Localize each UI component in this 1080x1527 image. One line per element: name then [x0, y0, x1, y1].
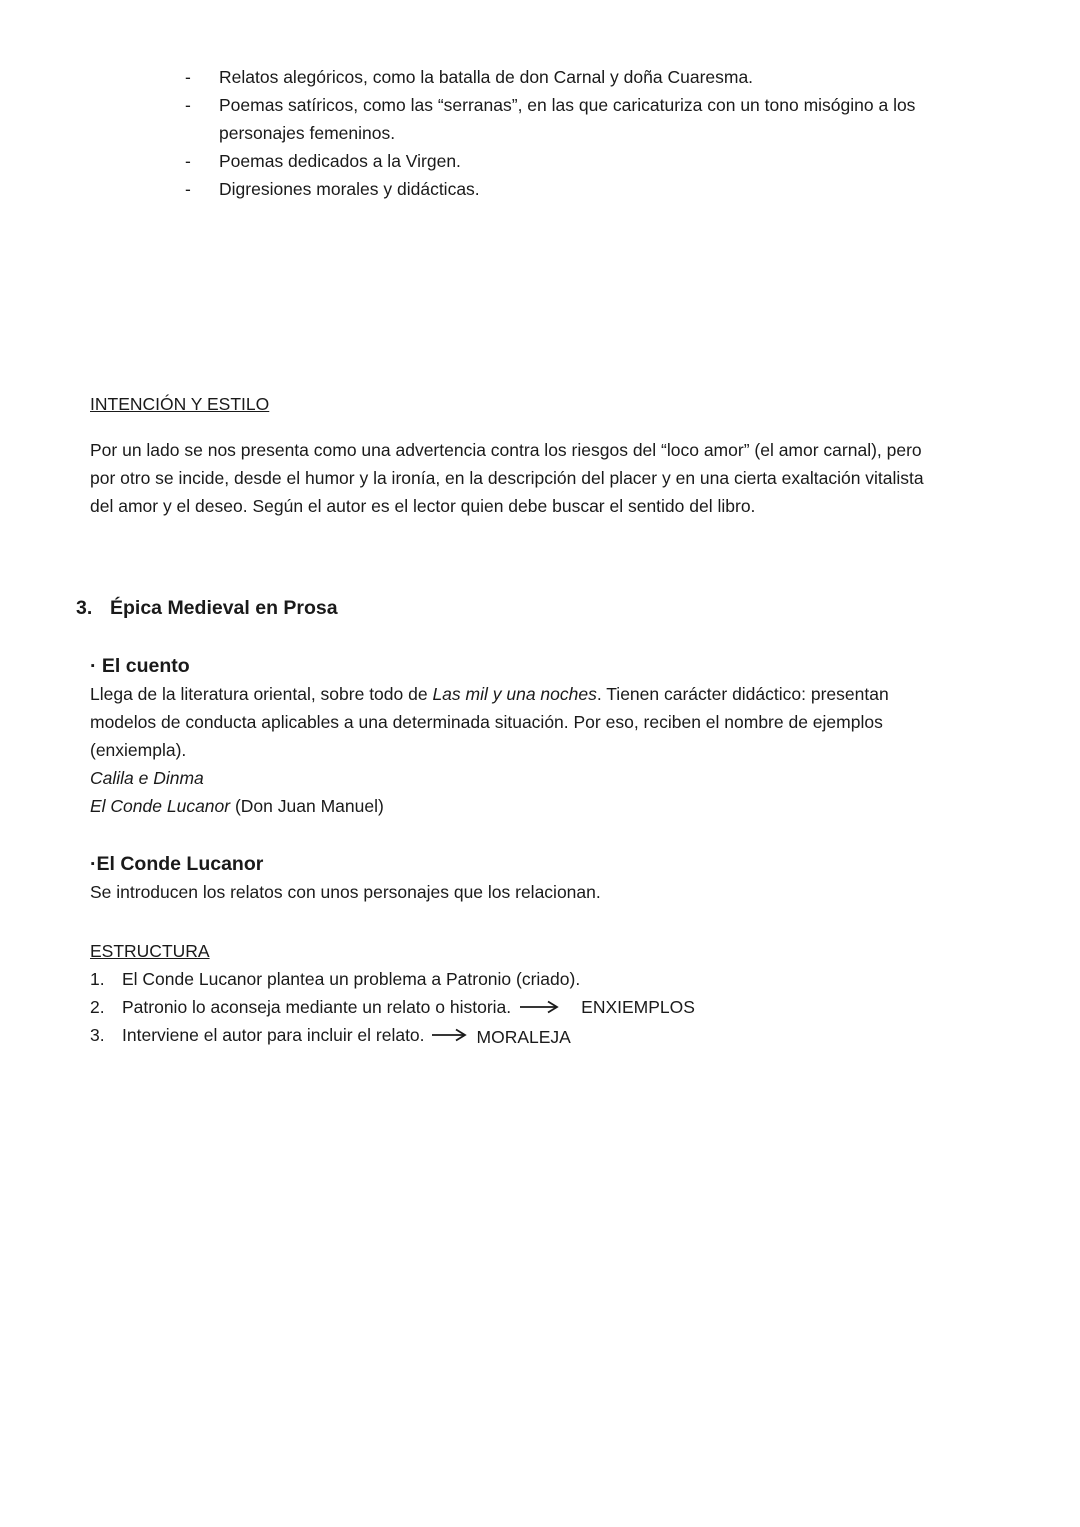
list-item: 1. El Conde Lucanor plantea un problema a Patronio (criado).: [90, 969, 581, 989]
lucanor-paragraph: Se introducen los relatos con unos personajes que los relacionan.: [90, 882, 601, 902]
right-arrow-icon: [431, 1028, 467, 1042]
cuento-section: [90, 652, 935, 820]
estructura-heading: ESTRUCTURA: [90, 941, 210, 961]
bullet-list: [185, 63, 925, 203]
list-item: 2. Patronio lo aconseja mediante un relato o historia. ENXIEMPLOS: [90, 993, 935, 1021]
list-item: 3. Interviene el autor para incluir el relato. MORALEJA: [90, 1021, 935, 1049]
lucanor-heading: ·El Conde Lucanor: [90, 853, 264, 875]
work-title: El Conde Lucanor (Don Juan Manuel): [90, 796, 384, 816]
enxiemplos-label: ENXIEMPLOS: [581, 997, 695, 1017]
section-title: Épica Medieval en Prosa: [110, 597, 338, 619]
right-arrow-icon: [519, 1000, 559, 1014]
list-item: - Digresiones morales y didácticas.: [185, 179, 480, 199]
list-item: - Poemas dedicados a la Virgen.: [185, 151, 461, 171]
section-heading: [76, 594, 338, 622]
section-number: 3.: [76, 597, 93, 619]
intencion-paragraph: Por un lado se nos presenta como una advertencia contra los riesgos del “loco amor” (el amor carnal), pero por otro se incide, desde el humor y la ironía, en la descripción del placer y en una cierta exaltación vitalista del amor y el deseo. Según el autor es el lector quien debe buscar el sentido del libro.: [90, 440, 924, 516]
list-item: - Relatos alegóricos, como la batalla de don Carnal y doña Cuaresma.: [185, 67, 754, 87]
cuento-paragraph: Llega de la literatura oriental, sobre todo de Las mil y una noches. Tienen carácter didáctico: presentan modelos de conducta aplicables a una determinada situación. Por eso, reciben el nombre de ejemplos (enxiempla).: [90, 684, 889, 760]
moraleja-label: MORALEJA: [476, 1027, 571, 1047]
estructura-section: [90, 937, 935, 1049]
work-title: Calila e Dinma: [90, 768, 204, 788]
cuento-heading: · El cuento: [90, 655, 190, 677]
intencion-heading: INTENCIÓN Y ESTILO: [90, 394, 270, 414]
list-item: - Poemas satíricos, como las “serranas”, en las que caricaturiza con un tono misógino a los personajes femeninos.: [185, 95, 916, 143]
estructura-list: [90, 965, 935, 1049]
lucanor-section: [90, 850, 935, 906]
